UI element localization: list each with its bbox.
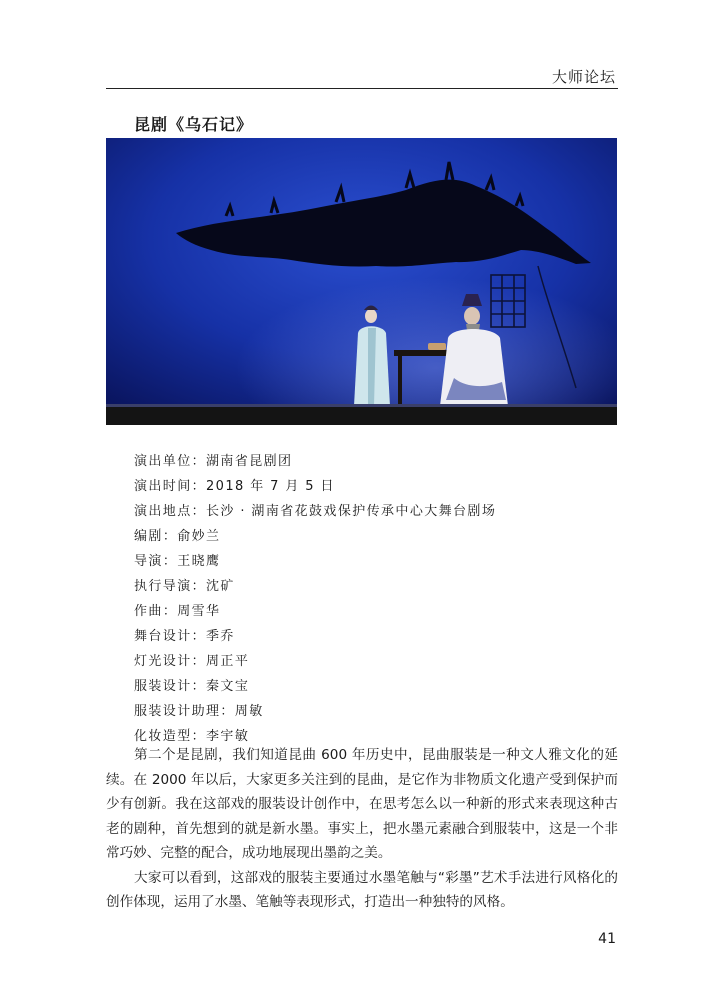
credit-value: 2018 年 7 月 5 日 <box>206 479 335 494</box>
credit-value: 湖南省昆剧团 <box>206 454 293 469</box>
credit-label: 编剧 <box>134 529 163 544</box>
body-paragraph: 第二个是昆剧，我们知道昆曲 600 年历史中，昆曲服装是一种文人雅文化的延续。在 2000 年以后，大家更多关注到的昆曲，是它作为非物质文化遗产受到保护而少有创新。我在这部戏的服装设计创作中，在思考怎么以一种新的形式来表现这种古老的剧种，首先想到的就是新水墨。事实上，把水墨元素融合到服装中，这是一个非常巧妙、完整的配合，成功地展现出墨韵之美。 <box>106 747 618 861</box>
running-header: 大师论坛 <box>551 68 616 86</box>
credit-label: 服装设计助理 <box>134 704 221 719</box>
credit-separator: ： <box>191 629 207 644</box>
credit-value: 李宇敏 <box>206 729 250 744</box>
stage-photo <box>106 138 617 425</box>
credit-separator: ： <box>162 529 178 544</box>
credit-label: 导演 <box>134 554 163 569</box>
credit-separator: ： <box>191 579 207 594</box>
credit-item <box>134 525 496 550</box>
credit-separator: ： <box>191 454 207 469</box>
credit-value: 周敏 <box>234 704 264 719</box>
credit-label: 演出单位 <box>134 454 192 469</box>
header-rule <box>106 88 618 89</box>
credit-item <box>134 675 496 700</box>
credit-separator: ： <box>191 504 207 519</box>
credit-item <box>134 475 496 500</box>
credit-value: 沈矿 <box>206 579 235 594</box>
figure-caption: 昆剧《乌石记》 <box>134 115 254 134</box>
body-paragraph: 大家可以看到，这部戏的服装主要通过水墨笔触与“彩墨”艺术手法进行风格化的创作体现，运用了水墨、笔触等表现形式，打造出一种独特的风格。 <box>106 869 618 910</box>
credit-separator: ： <box>191 679 207 694</box>
credit-value: 秦文宝 <box>206 679 250 694</box>
credit-label: 演出时间 <box>134 479 192 494</box>
credit-item <box>134 550 496 575</box>
credit-label: 执行导演 <box>134 579 192 594</box>
credit-value: 俞妙兰 <box>177 529 221 544</box>
credit-separator: ： <box>162 554 178 569</box>
credit-item <box>134 700 496 725</box>
credit-item <box>134 625 496 650</box>
credits-list <box>134 450 496 750</box>
credit-label: 演出地点 <box>134 504 192 519</box>
credit-separator: ： <box>191 479 207 494</box>
credit-label: 舞台设计 <box>134 629 192 644</box>
credit-value: 长沙 · 湖南省花鼓戏保护传承中心大舞台剧场 <box>206 504 497 519</box>
credit-label: 化妆造型 <box>134 729 192 744</box>
credit-label: 服装设计 <box>134 679 192 694</box>
credit-value: 周雪华 <box>177 604 221 619</box>
credit-separator: ： <box>191 729 207 744</box>
credit-separator: ： <box>191 654 207 669</box>
credit-item <box>134 600 496 625</box>
credit-separator: ： <box>220 704 235 719</box>
body-text <box>106 743 618 915</box>
credit-value: 季乔 <box>206 629 235 644</box>
credit-label: 灯光设计 <box>134 654 192 669</box>
credit-item <box>134 575 496 600</box>
credit-item <box>134 500 496 525</box>
credit-item <box>134 450 496 475</box>
credit-value: 周正平 <box>206 654 250 669</box>
page-number: 41 <box>598 931 616 947</box>
credit-label: 作曲 <box>134 604 163 619</box>
credit-value: 王晓鹰 <box>177 554 221 569</box>
credit-item <box>134 650 496 675</box>
credit-separator: ： <box>162 604 178 619</box>
